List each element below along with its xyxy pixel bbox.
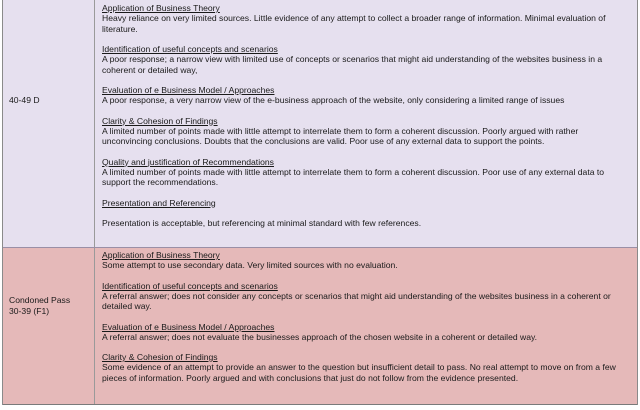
table-row-condoned-pass: [3, 248, 637, 405]
grade-label: 40-49 D: [9, 95, 40, 105]
criterion-heading: Evaluation of e Business Model / Approaches: [102, 321, 275, 332]
criterion: [102, 85, 629, 106]
criterion-heading: Identification of useful concepts and scenarios: [102, 280, 278, 291]
criterion: [102, 116, 629, 147]
criterion-text: Some evidence of an attempt to provide an answer to the question but insufficient detail to pass. No real attempt to move on from a few pieces of information. Poorly argued and with conclusions that just do not follow from the evidence presented.: [102, 362, 616, 383]
criterion-heading: Presentation and Referencing: [102, 197, 216, 208]
criterion-text: A limited number of points made with little attempt to interrelate them to form a coherent discussion. Poor use of any external data to support the recommendations.: [102, 166, 605, 187]
criterion: [102, 3, 629, 34]
table-row-grade-d: [3, 0, 637, 248]
criterion: [102, 250, 629, 271]
criterion: [102, 198, 629, 229]
criterion-heading: Clarity & Cohesion of Findings: [102, 115, 218, 126]
grade-cell: [3, 248, 95, 404]
criterion-text: A poor response, a very narrow view of the e-business approach of the website, only considering a limited range of issues: [102, 95, 565, 105]
criterion-heading: Clarity & Cohesion of Findings: [102, 352, 218, 362]
criterion-heading: Quality and justification of Recommendations: [102, 156, 274, 167]
criterion: [102, 281, 629, 312]
criterion: [102, 322, 629, 343]
criterion: [102, 157, 629, 188]
criterion-text: A poor response; a narrow view with limited use of concepts or scenarios that might aid understanding of the websites business in a coherent or detailed way,: [102, 54, 603, 75]
criterion: [102, 44, 629, 75]
criterion-heading: Evaluation of e Business Model / Approaches: [102, 85, 275, 95]
criterion-heading: Identification of useful concepts and scenarios: [102, 44, 278, 54]
criterion-text: A referral answer; does not consider any concepts or scenarios that might aid understanding of the websites business in a coherent or detailed way.: [102, 290, 611, 311]
criterion-text: A limited number of points made with little attempt to interrelate them to form a coherent discussion. Poorly argued with rather unconvincing conclusions. Doubts that the conclusions are valid. Poor use of any external data to support the points.: [102, 125, 579, 146]
criterion-text: A referral answer; does not evaluate the businesses approach of the chosen website in a coherent or detailed way.: [102, 331, 538, 342]
criterion-heading: Application of Business Theory: [102, 3, 220, 13]
criterion-text: Heavy reliance on very limited sources. Little evidence of any attempt to collect a broader range of information. Minimal evaluation of literature.: [102, 13, 606, 34]
criterion: [102, 352, 629, 383]
criterion-text: Presentation is acceptable, but referencing at minimal standard with few references.: [102, 217, 422, 228]
grading-table: [2, 0, 638, 405]
criterion-heading: Application of Business Theory: [102, 250, 220, 260]
criteria-cell: [102, 3, 629, 238]
criterion-text: Some attempt to use secondary data. Very limited sources with no evaluation.: [102, 260, 398, 270]
grade-cell: [3, 0, 95, 247]
grade-label-line: 30-39 (F1): [9, 306, 50, 316]
grade-label: [9, 295, 70, 317]
criteria-cell: [102, 250, 629, 393]
grade-label-line: Condoned Pass: [9, 295, 71, 305]
